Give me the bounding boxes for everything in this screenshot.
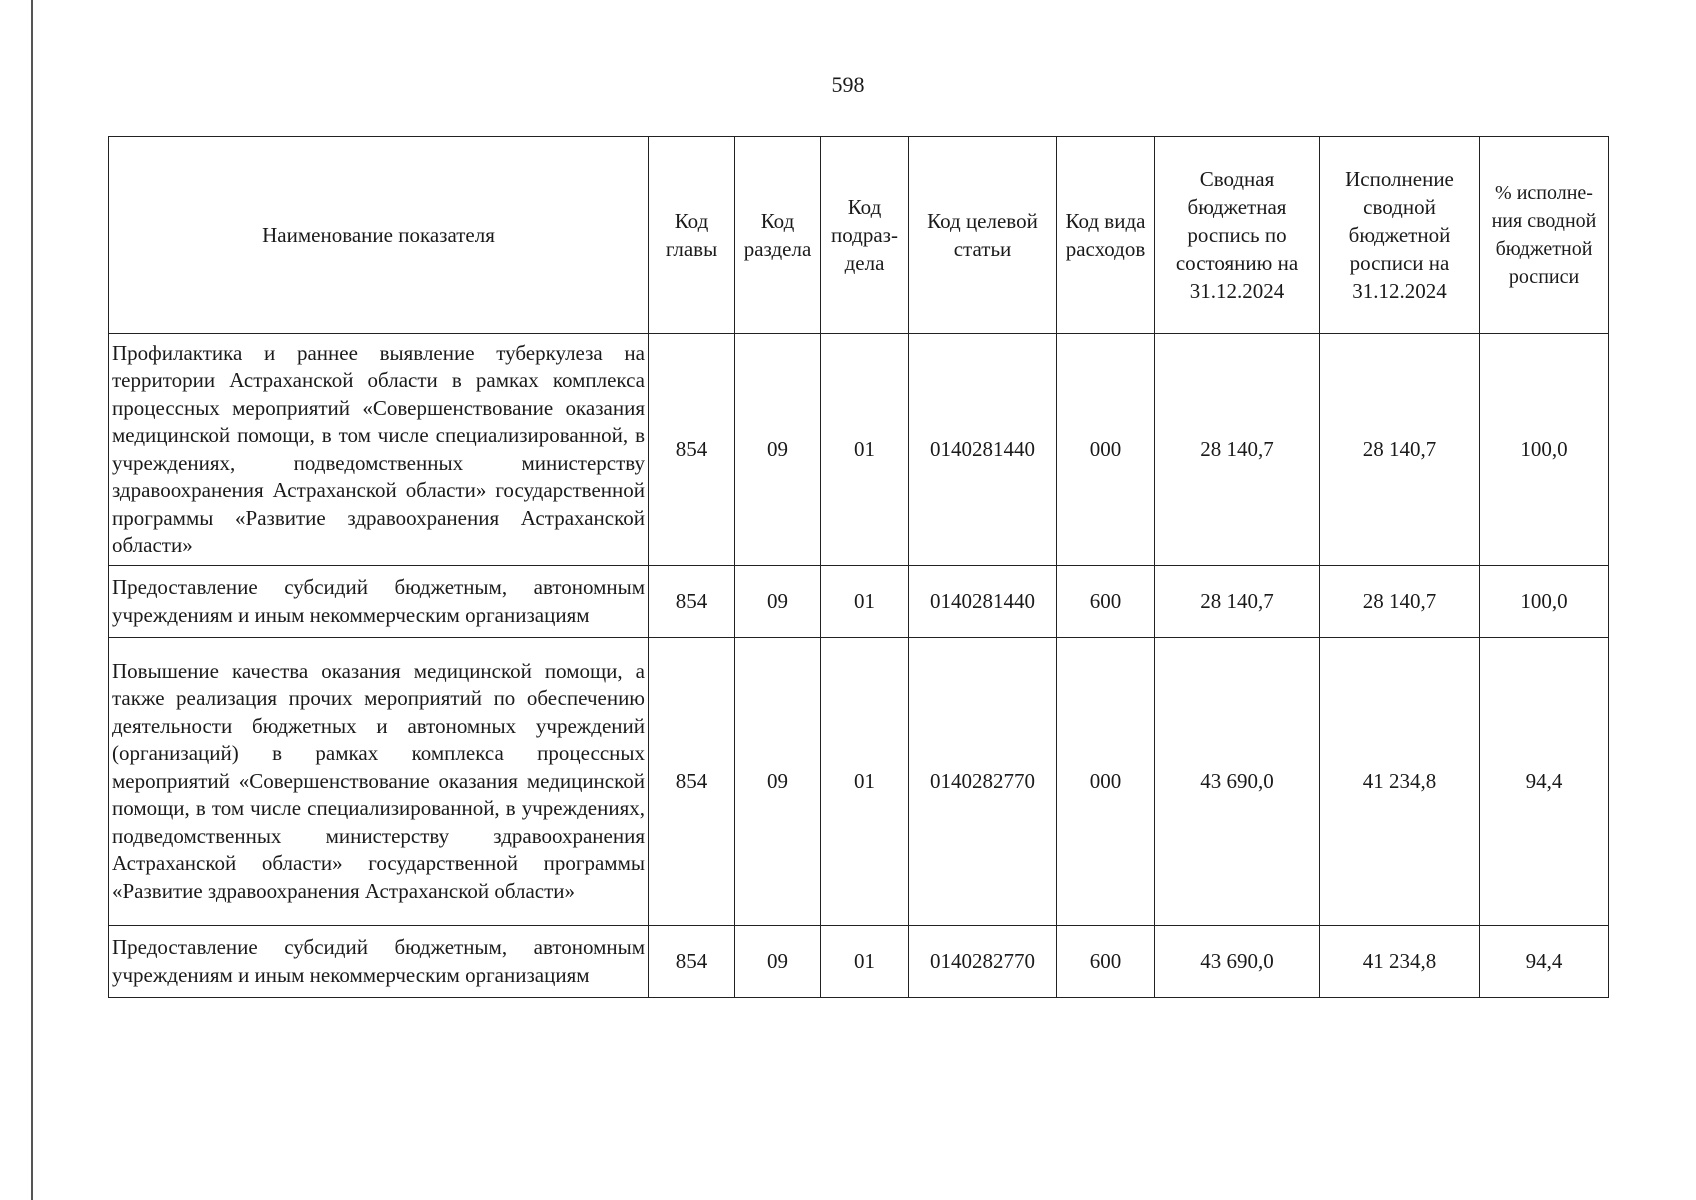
table-row [109,566,1609,638]
row-chapter-code: 854 [649,638,735,926]
row-subsection-code: 01 [821,566,909,638]
row-execution-percent: 94,4 [1480,638,1609,926]
row-planned-budget: 43 690,0 [1155,926,1320,998]
page-left-edge-rule [31,0,33,1200]
row-chapter-code: 854 [649,334,735,566]
header-expense-type-code: Код вида расходов [1057,137,1155,334]
row-executed-budget: 28 140,7 [1320,566,1480,638]
row-planned-budget: 28 140,7 [1155,334,1320,566]
table-row [109,638,1609,926]
header-target-article-code: Код целевой статьи [909,137,1057,334]
table-header-row [109,137,1609,334]
row-chapter-code: 854 [649,926,735,998]
row-target-article-code: 0140281440 [909,334,1057,566]
header-indicator-name: Наименование показателя [109,137,649,334]
header-execution-percent: % исполнения сводной бюджетной росписи [1480,137,1609,334]
row-executed-budget: 41 234,8 [1320,638,1480,926]
row-expense-type-code: 600 [1057,926,1155,998]
row-chapter-code: 854 [649,566,735,638]
row-target-article-code: 0140282770 [909,638,1057,926]
header-subsection-code: Код подраздела [821,137,909,334]
header-section-code: Код раздела [735,137,821,334]
row-indicator-name: Профилактика и раннее выявление туберкулеза на территории Астраханской области в рамках комплекса процессных мероприятий «Совершенствование оказания медицинской помощи, в том числе специализированной, в учреждениях, подведомственных министерству здравоохранения Астраханской области» государственной программы «Развитие здравоохранения Астраханской области» [109,334,649,566]
header-planned-budget: Сводная бюджетная роспись по состоянию на 31.12.2024 [1155,137,1320,334]
table-row [109,926,1609,998]
row-target-article-code: 0140282770 [909,926,1057,998]
row-execution-percent: 100,0 [1480,334,1609,566]
row-executed-budget: 28 140,7 [1320,334,1480,566]
row-indicator-name: Предоставление субсидий бюджетным, автономным учреждениям и иным некоммерческим организациям [109,926,649,998]
row-expense-type-code: 600 [1057,566,1155,638]
row-section-code: 09 [735,926,821,998]
header-executed-budget: Исполнение сводной бюджетной росписи на 31.12.2024 [1320,137,1480,334]
budget-execution-table [108,136,1609,998]
row-expense-type-code: 000 [1057,638,1155,926]
row-subsection-code: 01 [821,334,909,566]
row-execution-percent: 94,4 [1480,926,1609,998]
row-executed-budget: 41 234,8 [1320,926,1480,998]
page-number: 598 [831,72,865,97]
row-subsection-code: 01 [821,926,909,998]
row-indicator-name: Предоставление субсидий бюджетным, автономным учреждениям и иным некоммерческим организациям [109,566,649,638]
row-section-code: 09 [735,566,821,638]
row-indicator-name: Повышение качества оказания медицинской помощи, а также реализация прочих мероприятий по обеспечению деятельности бюджетных и автономных учреждений (организаций) в рамках комплекса процессных мероприятий «Совершенствование оказания медицинской помощи, в том числе специализированной, в учреждениях, подведомственных министерству здравоохранения Астраханской области» государственной программы «Развитие здравоохранения Астраханской области» [109,638,649,926]
row-section-code: 09 [735,638,821,926]
row-execution-percent: 100,0 [1480,566,1609,638]
row-section-code: 09 [735,334,821,566]
table-row [109,334,1609,566]
row-planned-budget: 43 690,0 [1155,638,1320,926]
row-target-article-code: 0140281440 [909,566,1057,638]
row-expense-type-code: 000 [1057,334,1155,566]
row-planned-budget: 28 140,7 [1155,566,1320,638]
header-chapter-code: Код главы [649,137,735,334]
row-subsection-code: 01 [821,638,909,926]
